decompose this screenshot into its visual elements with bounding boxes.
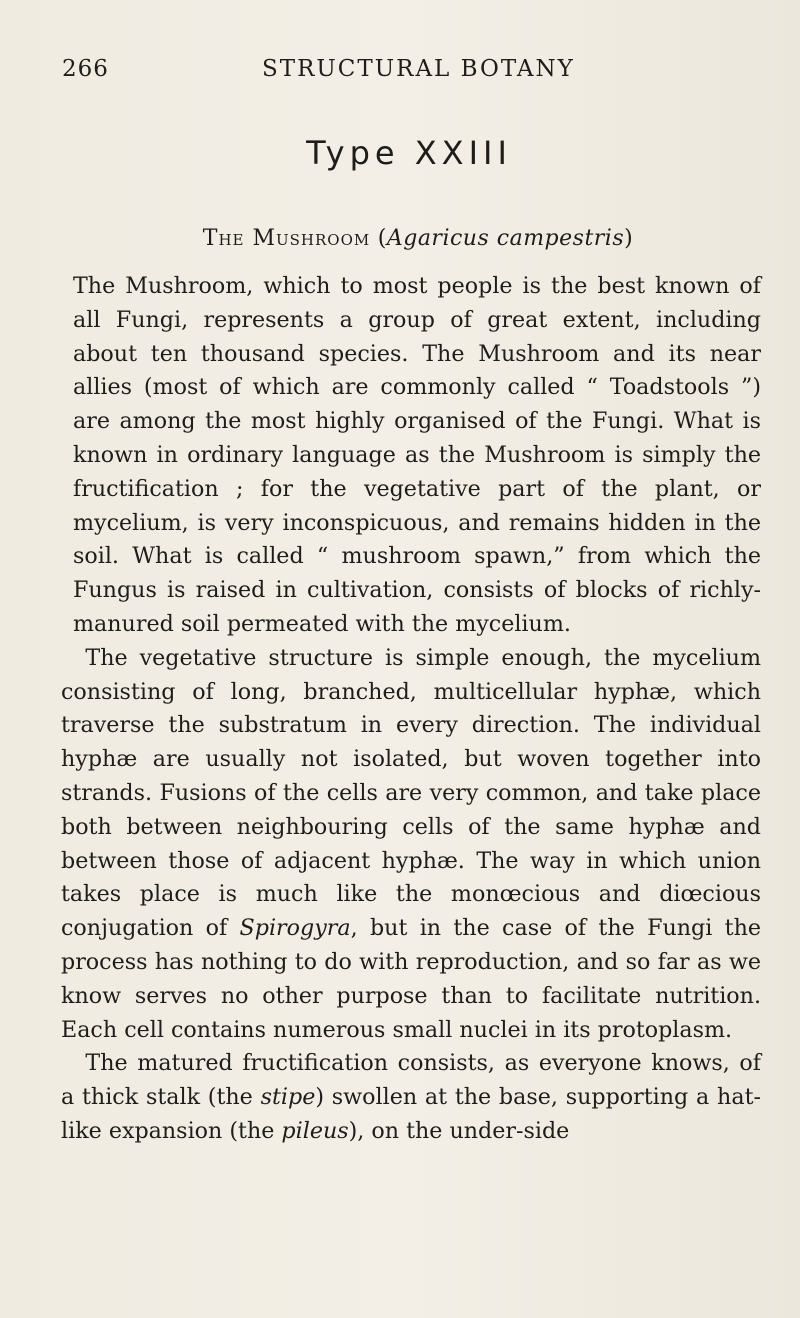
running-title: STRUCTURAL BOTANY — [262, 56, 575, 82]
chapter-type-heading: Type XXIII — [306, 134, 512, 172]
subtitle-open-paren: ( — [377, 226, 387, 251]
subtitle-common-name: The Mushroom — [202, 226, 371, 251]
subtitle-close-paren: ) — [624, 226, 634, 251]
text-run: The vegetative structure is simple enough, the mycelium consisting of long, branched, multicellular hyphæ, which traverse the substratum in every direction. The individual hyphæ are usually not isolated, but woven together into strands. Fusions of the cells are very common, and take place both between neighbouring cells of the same hyphæ and between those of adjacent hyphæ. The way in which union takes place is much like the monœcious and diœcious conjugation of — [61, 644, 761, 942]
text-run: ) swollen at the base, supporting a hat-like expansion (the — [61, 1084, 761, 1144]
text-run: The Mushroom, which to most people is the best known of all Fungi, represents a group of great extent, including about ten thousand species. The Mushroom and its near allies (most of which are commonly called “ Toadstools ”) are among the most highly organised of the Fungi. What is known in ordinary language as the Mushroom is simply the fructification ; for the vegetative part of the plant, or mycelium, is very inconspicuous, and remains hidden in the soil. What is called “ mushroom spawn,” from which the Fungus is raised in cultivation, consists of blocks of richly-manured soil permeated with the mycelium. — [73, 273, 761, 637]
text-run: , but in the case of the Fungi the process has nothing to do with reproduction, and so far as we know serves no other purpose than to facilitate nutrition. Each cell contains numerous small nuclei in its protoplasm. — [61, 915, 761, 1043]
paragraph — [61, 642, 761, 1048]
italic-term: stipe — [260, 1084, 316, 1111]
chapter-subtitle — [0, 226, 800, 251]
italic-term: pileus — [281, 1117, 349, 1144]
subtitle-latin-name: Agaricus campestris — [386, 226, 625, 251]
italic-term: Spirogyra — [239, 915, 351, 942]
body-text — [61, 270, 761, 1149]
text-run: ), on the under-side — [348, 1117, 570, 1144]
text-run: The matured fructification consists, as everyone knows, of a thick stalk (the — [61, 1050, 761, 1111]
running-head — [62, 56, 772, 92]
page-number: 266 — [62, 56, 109, 82]
paragraph — [61, 270, 761, 642]
paragraph — [61, 1047, 761, 1148]
